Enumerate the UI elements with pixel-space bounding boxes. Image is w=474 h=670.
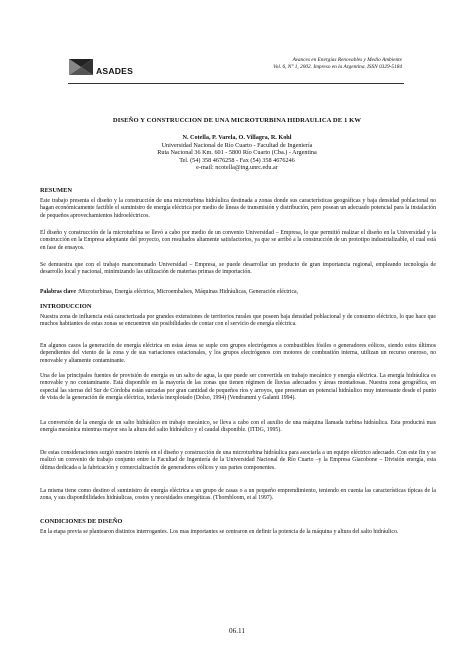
section-heading-condiciones: CONDICIONES DE DISEÑO (40, 518, 123, 525)
resumen-paragraph-1: Este trabajo presenta el diseño y la construcción de una microturbina hidráulica destinada a zonas donde sus características geográficas y baja densidad poblacional no hagan económicamente factible el suministro de energía eléctrica por medio de líneas de transmisión y distribución, pero posean un adecuado potencial para la instalación de pequeños aprovechamientos hidroeléctricos. (40, 198, 436, 219)
journal-line-2: Vol. 6, N° 1, 2002. Impreso en la Argentina. ISSN 0329-5184 (273, 64, 402, 70)
phone-fax: Tel. (54) 358 4676258 - Fax (54) 358 4676246 (179, 156, 295, 164)
intro-paragraph-4: La conversión de la energía de un salto hidráulico en trabajo mecánico, se lleva a cabo con el auxilio de una máquina llamada turbina hidráulica. Esta producirá mas energía mecánica mientras mayor sea la altura del salto hidráulico y el caudal disponible. (ITDG, 1995). (40, 420, 436, 434)
email: e-mail: ncotella@ing.unrc.edu.ar (196, 164, 278, 172)
keywords-line (40, 289, 436, 296)
section-heading-resumen: RESUMEN (40, 187, 72, 194)
header-rule (68, 83, 404, 84)
intro-paragraph-3: Una de las principales fuentes de provisión de energía es un salto de agua, la que puede ser convertida en trabajo mecánico y energía eléctrica. La energía hidráulica es renovable y no contaminante. Está disponible en la mayoría de las zonas que tienen régimen de lluvias adecuados y áreas montañosas. Nuestra zona geográfica, en especial las sierras del Sur de Córdoba están surcadas por gran cantidad de pequeños ríos y arroyos, que presentan un potencial hidráulico muy interesante desde el punto de vista de la generación de energía eléctrica, todavía inexplotado (Dolso, 1994) (Vendrammi y Galanti 1994). (40, 373, 436, 402)
page-number: 06.11 (229, 627, 245, 635)
section-heading-introduccion: INTRODUCCION (40, 303, 92, 310)
keywords-label: Palabras clave (40, 289, 76, 295)
affiliation: Universidad Nacional de Río Cuarto - Facultad de Ingeniería (161, 141, 313, 149)
journal-reference (162, 57, 402, 71)
asades-emblem-icon (68, 56, 94, 78)
intro-paragraph-2: En algunos casos la generación de energía eléctrica en estas áreas se suple con grupos electrógenos a combustibles fósiles o generadores eólicos, siendo estos últimos dependientes del viento de la zona y de sus variaciones estacionales, y los grupos electrógenos con motores de combustión interna, utilizan un recurso oneroso, no renovable y altamente contaminante. (40, 343, 436, 364)
asades-logo (68, 56, 140, 78)
author-names: N. Cotella, P. Varela, O. Villagra, R. Kohl (182, 134, 292, 141)
resumen-paragraph-3: Se demuestra que con el trabajo mancomunado Universidad – Empresa, se puede desarrollar un producto de gran importancia regional, empleando tecnología de desarrollo local y nacional, minimizando las utilización de materias primas de importación. (40, 262, 436, 276)
logo-text: ASADES (96, 66, 134, 76)
resumen-paragraph-2: El diseño y construcción de la microturbina se llevó a cabo por medio de un convenio Universidad – Empresa, lo que permitió realizar el diseño en la Universidad y la construcción en la Empresa adoptante del proyecto, con resultados altamente satisfactorios, ya que se arribó a la construcción de un prototipo industrializable, el cual está en fase de ensayos. (40, 230, 436, 251)
keywords-list: :Microturbinas, Energía eléctrica, Microembalses, Máquinas Hidráulicas, Generación eléctrica, (75, 289, 299, 295)
intro-paragraph-6: La misma tiene como destino el suministro de energía eléctrica a un grupo de casas o a un pequeño emprendimiento, teniendo en cuenta las características típicas de la zona, y sus disponibilidades hidráulicas, costos y necesidades energéticas. (Thornbloom, et al 1997). (40, 488, 436, 502)
paper-title: DISEÑO Y CONSTRUCCION DE UNA MICROTURBINA HIDRAULICA DE 1 KW (112, 117, 362, 124)
journal-line-1: Avances en Energías Renovables y Medio Ambiente (292, 57, 402, 63)
author-block (40, 134, 434, 172)
intro-paragraph-1: Nuestra zona de influencia está caracterizada por grandes extensiones de territorios rurales que poseen baja densidad poblacional y de consumo eléctrico, lo que hace que muchos habitantes de estas zonas se encuentren sin posibilidades de contar con el servicio de energía eléctrica. (40, 314, 436, 328)
intro-paragraph-5: De estas consideraciones surgió nuestro interés en el diseño y construcción de una microturbina hidráulica para asociarla a un equipo eléctrico adecuado. Con este fin y se realizó un convenio de trabajo conjunto entre la Facultad de Ingeniería de la Universidad Nacional de Río Cuarto –y la Empresa Giacobone – División energía, esta última dedicada a la fabricación y comercialización de generadores eólicos y sus partes componentes. (40, 450, 436, 471)
address: Ruta Nacional 36 Km. 601 - 5800 Río Cuarto (Cba.) - Argentina (157, 149, 317, 157)
condiciones-paragraph-1: En la etapa previa se plantearon distintos interrogantes. Los mas importantes se centraron en definir la potencia de la máquina y altura del salto hidráulico. (40, 529, 399, 535)
